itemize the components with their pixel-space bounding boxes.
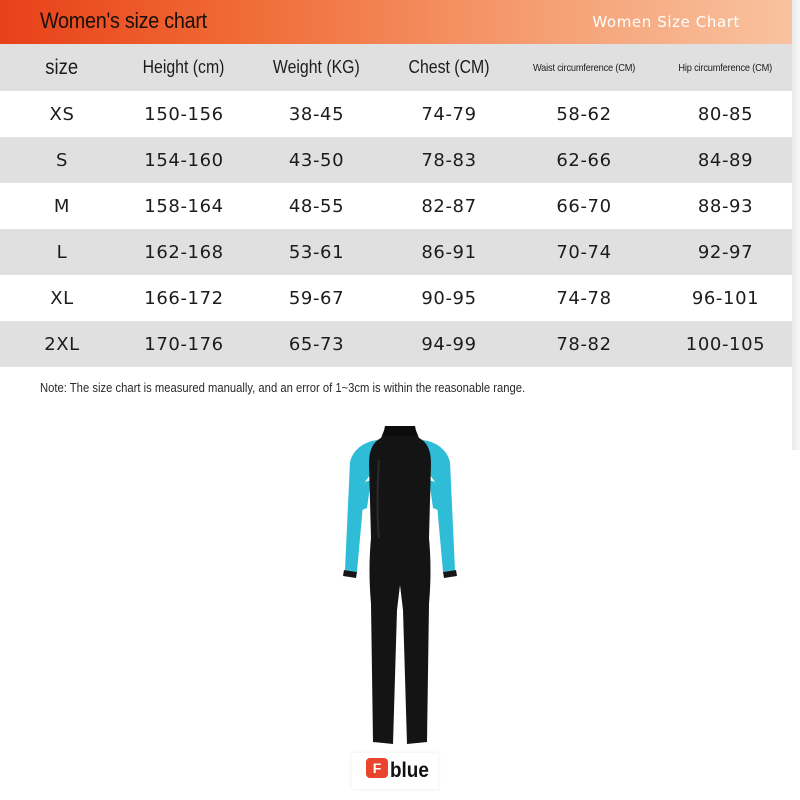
measurement-note: Note: The size chart is measured manually, and an error of 1~3cm is within the reasonable range.	[40, 381, 526, 395]
cell-height: 166-172	[144, 287, 224, 309]
cell-weight: 65-73	[288, 333, 345, 355]
cell-hip: 84-89	[697, 149, 754, 171]
cell-size: XL	[50, 287, 74, 309]
color-name: blue	[390, 759, 429, 782]
cell-size: S	[55, 149, 69, 171]
page-title: Women's size chart	[40, 8, 207, 33]
wetsuit-illustration	[335, 420, 465, 750]
cell-weight: 59-67	[288, 287, 345, 309]
color-badge: F	[366, 758, 388, 778]
table-row	[0, 321, 792, 367]
cell-weight: 38-45	[288, 103, 345, 125]
cell-size: 2XL	[44, 333, 80, 355]
cell-waist: 78-82	[556, 333, 612, 355]
edge-strip	[792, 0, 800, 450]
cell-height: 162-168	[144, 241, 224, 263]
column-header-waist: Waist circumference (CM)	[532, 61, 636, 74]
cell-chest: 74-79	[421, 103, 477, 125]
column-header-hip: Hip circumference (CM)	[678, 61, 773, 74]
cell-hip: 92-97	[697, 241, 754, 263]
cell-chest: 78-83	[421, 149, 477, 171]
cell-size: M	[53, 195, 71, 217]
column-header-weight: Weight (KG)	[273, 57, 360, 77]
cell-weight: 53-61	[288, 241, 345, 263]
table-header-row	[0, 44, 792, 91]
size-table	[0, 44, 792, 367]
page-subtitle: Women Size Chart	[592, 13, 740, 31]
cell-chest: 86-91	[421, 241, 477, 263]
cell-waist: 66-70	[556, 195, 612, 217]
cell-height: 150-156	[144, 103, 224, 125]
cell-size: XS	[49, 103, 75, 125]
table-row	[0, 91, 792, 137]
cell-waist: 70-74	[556, 241, 612, 263]
cell-waist: 62-66	[556, 149, 612, 171]
cell-height: 158-164	[144, 195, 224, 217]
table-row	[0, 137, 792, 183]
table-row	[0, 229, 792, 275]
cell-height: 170-176	[144, 333, 224, 355]
table-row	[0, 275, 792, 321]
cell-waist: 74-78	[556, 287, 612, 309]
cell-hip: 80-85	[697, 103, 754, 125]
cell-chest: 82-87	[421, 195, 477, 217]
collar	[383, 426, 417, 436]
cell-size: L	[56, 241, 68, 263]
cell-chest: 94-99	[421, 333, 477, 355]
column-header-size: size	[45, 55, 79, 79]
cell-chest: 90-95	[421, 287, 477, 309]
table-row	[0, 183, 792, 229]
column-header-height: Height (cm)	[143, 57, 225, 77]
cell-height: 154-160	[144, 149, 224, 171]
cell-waist: 58-62	[556, 103, 612, 125]
cell-hip: 100-105	[685, 333, 766, 355]
column-header-chest: Chest (CM)	[408, 57, 490, 77]
cell-weight: 43-50	[288, 149, 345, 171]
cell-hip: 96-101	[691, 287, 760, 309]
cell-weight: 48-55	[288, 195, 345, 217]
header-banner	[0, 0, 792, 44]
cell-hip: 88-93	[697, 195, 754, 217]
